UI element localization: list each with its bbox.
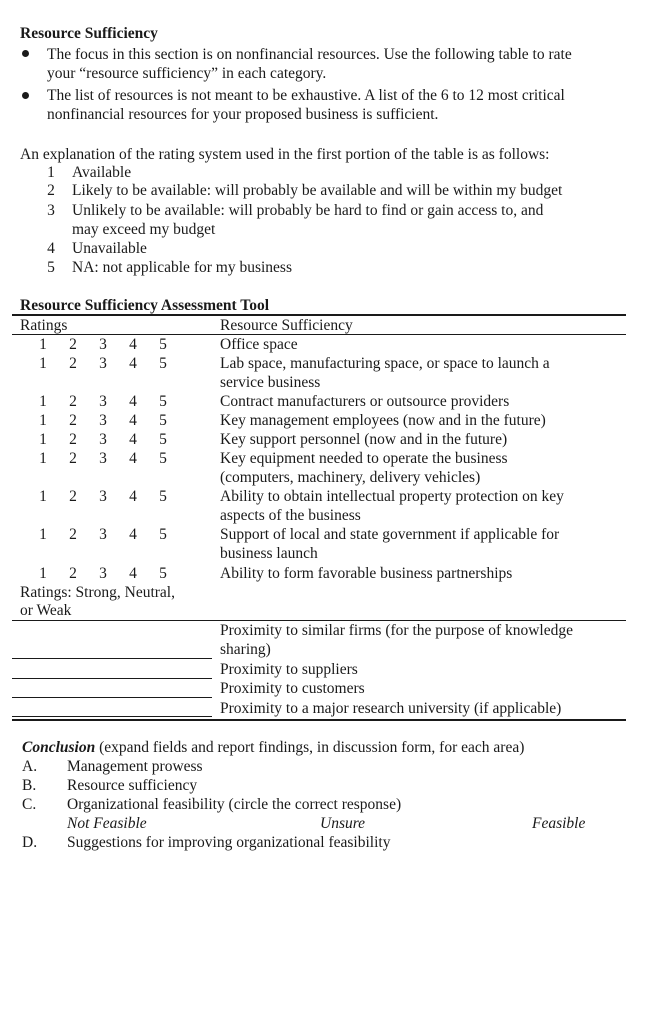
proximity-item: Proximity to customers [220,680,365,697]
rating-scale[interactable]: 1 2 3 4 5 [39,355,167,372]
rating-system-text: Available [72,164,132,181]
bullet-icon [22,50,29,57]
rating-blank-line[interactable] [12,678,212,679]
table-bottom-rule [12,719,626,721]
resource-item: Lab space, manufacturing space, or space to launch a [220,355,550,372]
table-header-ratings: Ratings [20,317,68,334]
rating-system-num: 3 [47,202,55,219]
resource-item: Key management employees (now and in the future) [220,412,546,429]
proximity-item: Proximity to similar firms (for the purpose of knowledge [220,622,573,639]
rating-scale[interactable]: 1 2 3 4 5 [39,450,167,467]
rating-system-num: 4 [47,240,55,257]
explanation-intro: An explanation of the rating system used in the first portion of the table is as follows: [20,146,550,163]
resource-item-cont: business launch [220,545,318,562]
conclusion-item: Organizational feasibility (circle the correct response) [67,796,402,813]
resource-item: Contract manufacturers or outsource providers [220,393,510,410]
conclusion-subtitle: (expand fields and report findings, in discussion form, for each area) [95,739,525,756]
section-title: Resource Sufficiency [20,25,158,42]
conclusion-letter: A. [22,758,38,775]
rating-scale[interactable]: 1 2 3 4 5 [39,526,167,543]
conclusion-item: Suggestions for improving organizational feasibility [67,834,391,851]
conclusion-item: Resource sufficiency [67,777,198,794]
proximity-item: Proximity to suppliers [220,661,358,678]
proximity-item: Proximity to a major research university (if applicable) [220,700,562,717]
bullet-2-line-2: nonfinancial resources for your proposed business is sufficient. [47,106,439,123]
rating-scale[interactable]: 1 2 3 4 5 [39,336,167,353]
conclusion-heading [22,738,524,757]
rating-system-text: NA: not applicable for my business [72,259,292,276]
conclusion-letter: C. [22,796,37,813]
rating-system-text: Unlikely to be available: will probably be hard to find or gain access to, and [72,202,544,219]
bullet-1-line-1: The focus in this section is on nonfinancial resources. Use the following table to rate [47,46,572,63]
resource-item: Key support personnel (now and in the future) [220,431,508,448]
rating-blank-line[interactable] [12,658,212,659]
rating-scale[interactable]: 1 2 3 4 5 [39,565,167,582]
table-title: Resource Sufficiency Assessment Tool [20,297,270,314]
rating-system-text: Unavailable [72,240,147,257]
conclusion-item: Management prowess [67,758,203,775]
option-feasible[interactable]: Feasible [532,815,586,832]
rating-blank-line[interactable] [12,716,212,717]
conclusion-title: Conclusion [22,739,96,756]
rating-scale[interactable]: 1 2 3 4 5 [39,488,167,505]
rating-system-num: 5 [47,259,55,276]
conclusion-letter: B. [22,777,37,794]
rating-system-num: 2 [47,182,55,199]
rating-system-text: Likely to be available: will probably be available and will be within my budget [72,182,563,199]
resource-item: Support of local and state government if applicable for [220,526,560,543]
rating-scale[interactable]: 1 2 3 4 5 [39,412,167,429]
proximity-item-cont: sharing) [220,641,271,658]
option-unsure[interactable]: Unsure [320,815,366,832]
table-header-resource: Resource Sufficiency [220,317,353,334]
bullet-1-line-2: your “resource sufficiency” in each category. [47,65,327,82]
resource-item: Key equipment needed to operate the business [220,450,508,467]
rating-blank-line[interactable] [12,697,212,698]
bullet-icon [22,92,29,99]
option-not-feasible[interactable]: Not Feasible [67,815,147,832]
rating-scale[interactable]: 1 2 3 4 5 [39,393,167,410]
rating-system-num: 1 [47,164,55,181]
resource-item: Ability to obtain intellectual property protection on key [220,488,564,505]
strength-ratings-label-cont: or Weak [20,602,72,619]
strength-ratings-label: Ratings: Strong, Neutral, [20,584,175,601]
conclusion-letter: D. [22,834,38,851]
resource-item: Office space [220,336,298,353]
resource-item: Ability to form favorable business partnerships [220,565,513,582]
resource-item-cont: service business [220,374,321,391]
resource-item-cont: (computers, machinery, delivery vehicles) [220,469,481,486]
rating-scale[interactable]: 1 2 3 4 5 [39,431,167,448]
resource-item-cont: aspects of the business [220,507,361,524]
bullet-2-line-1: The list of resources is not meant to be exhaustive. A list of the 6 to 12 most critical [47,87,565,104]
rating-system-text-cont: may exceed my budget [72,221,216,238]
